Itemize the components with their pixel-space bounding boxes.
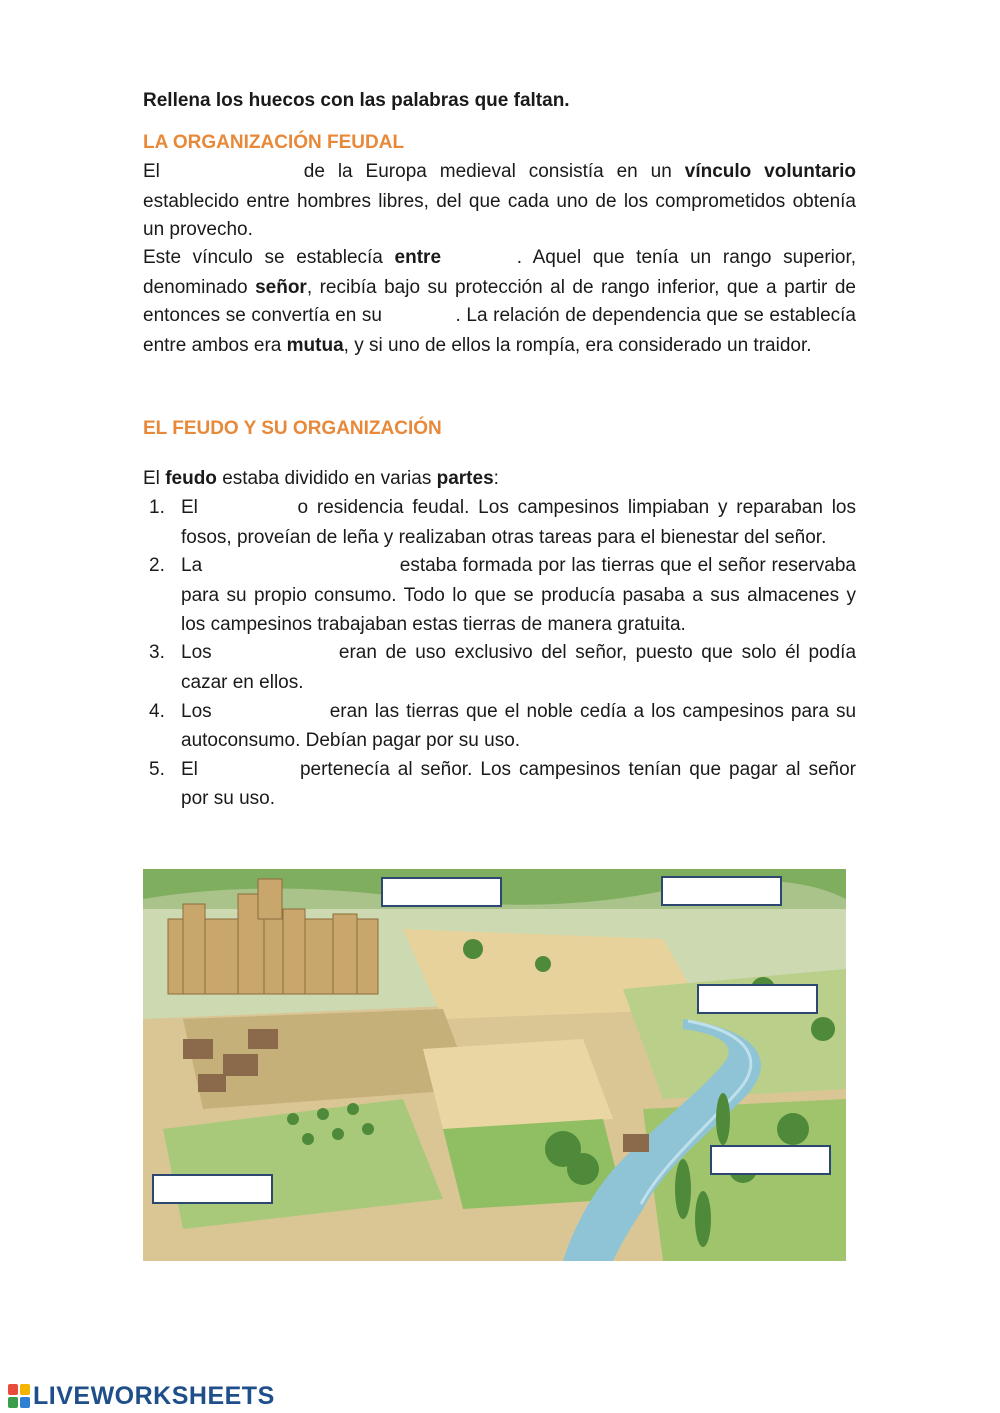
- blank-input-2[interactable]: [453, 252, 517, 274]
- list-item: 5. El pertenecía al señor. Los campesinos tenían que pagar al señor por su uso.: [149, 758, 857, 810]
- blank-input-3[interactable]: [388, 310, 456, 332]
- blank-input-8[interactable]: [206, 763, 292, 785]
- paragraph-vinculo: Este vínculo se establecía entre . Aquel que tenía un rango superior, denominado señor, recibía bajo su protección al de rango inferior, que a partir de entonces se convertía en su . La relación de dependencia que se establecía entre ambos era mutua, y si uno de ellos la rompía, era considerado un traidor.: [143, 247, 857, 356]
- image-label-input-4[interactable]: [710, 1145, 831, 1175]
- liveworksheets-mark-icon: [8, 1384, 30, 1408]
- list-item: 4. Los eran las tierras que el noble cedía a los campesinos para su autoconsumo. Debían pagar por su uso.: [149, 700, 857, 752]
- instruction-text: Rellena los huecos con las palabras que faltan.: [143, 90, 570, 111]
- paragraph-feudalismo: El de la Europa medieval consistía en un vínculo voluntario establecido entre hombres libres, del que cada uno de los comprometidos obtenía un provecho.: [143, 161, 857, 241]
- list-item: 1. El o residencia feudal. Los campesinos limpiaban y reparaban los fosos, proveían de leña y realizaban otras tareas para el bienestar del señor.: [149, 497, 856, 548]
- section-heading-feudo: EL FEUDO Y SU ORGANIZACIÓN: [143, 418, 442, 439]
- blank-input-7[interactable]: [219, 705, 323, 727]
- list-item: 3. Los eran de uso exclusivo del señor, puesto que solo él podía cazar en ellos.: [149, 642, 857, 693]
- blank-input-5[interactable]: [208, 560, 394, 582]
- blank-input-4[interactable]: [207, 502, 289, 524]
- brand-name: LIVEWORKSHEETS: [33, 1381, 275, 1410]
- paragraph-feudo-intro: El feudo estaba dividido en varias partes:: [143, 468, 499, 489]
- image-label-input-1[interactable]: [381, 877, 502, 907]
- blank-input-1[interactable]: [173, 166, 291, 188]
- image-label-input-5[interactable]: [152, 1174, 273, 1204]
- section-heading-organizacion-feudal: LA ORGANIZACIÓN FEUDAL: [143, 132, 405, 153]
- image-label-input-2[interactable]: [661, 876, 782, 906]
- liveworksheets-logo: [8, 1381, 275, 1411]
- feudo-parts-list: [149, 494, 857, 814]
- list-item: 2. La estaba formada por las tierras que el señor reservaba para su propio consumo. Todo lo que se producía pasaba a sus almacenes y los campesinos trabajaban estas tierras de manera gratuita.: [149, 555, 856, 635]
- image-label-input-3[interactable]: [697, 984, 818, 1014]
- blank-input-6[interactable]: [220, 647, 330, 669]
